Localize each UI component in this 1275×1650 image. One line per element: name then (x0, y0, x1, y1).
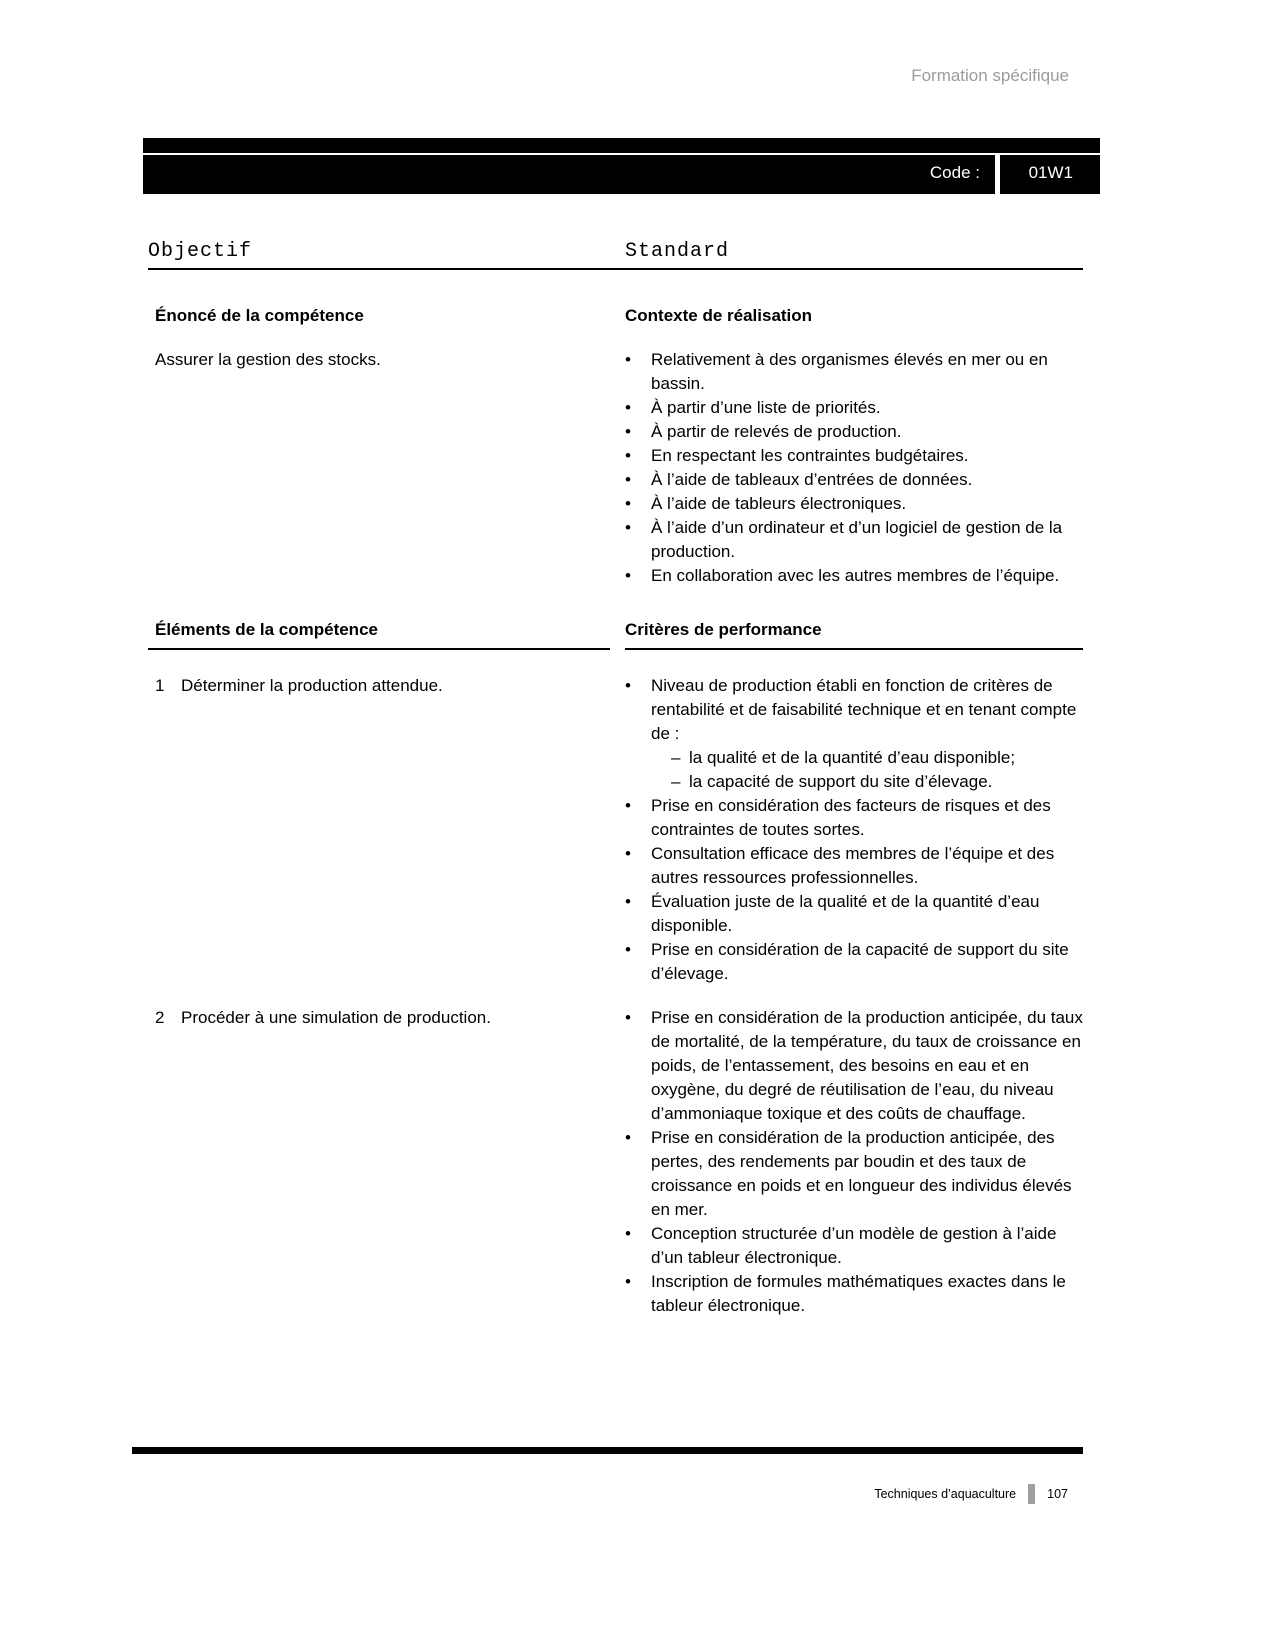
list-item-text: À l’aide de tableurs électroniques. (651, 494, 907, 513)
bullet-icon: • (625, 470, 631, 489)
list-item-text: En respectant les contraintes budgétaires. (651, 446, 969, 465)
competence-row (148, 304, 1083, 588)
code-value: 01W1 (1028, 163, 1073, 182)
criterion-text: Niveau de production établi en fonction de critères de rentabilité et de faisabilité technique et en tenant compte de : (651, 676, 1077, 743)
enonce-cell (148, 304, 610, 588)
list-item (625, 674, 1083, 794)
list-item-text: À l’aide d’un ordinateur et d’un logiciel de gestion de la production. (651, 518, 1063, 561)
element-text: Déterminer la production attendue. (181, 676, 443, 695)
bullet-icon: • (625, 676, 631, 695)
criteres-title: Critères de performance (625, 620, 1083, 650)
column-headers (148, 240, 1083, 263)
list-item (625, 1126, 1083, 1222)
enonce-title: Énoncé de la compétence (155, 306, 364, 325)
list-item (625, 1006, 1083, 1126)
list-item-text: Relativement à des organismes élevés en mer ou en bassin. (651, 350, 1048, 393)
list-item (625, 564, 1083, 588)
sub-list-item (651, 746, 1083, 770)
list-item-text: En collaboration avec les autres membres de l’équipe. (651, 566, 1060, 585)
list-item (625, 492, 1083, 516)
section-header-label: Formation spécifique (911, 66, 1069, 85)
bullet-icon: • (625, 892, 631, 911)
bullet-icon: • (625, 1272, 631, 1291)
list-item-text: Consultation efficace des membres de l’équipe et des autres ressources professionnelles. (651, 844, 1055, 887)
criteria-cell (625, 674, 1083, 986)
criteria-cell (625, 1006, 1083, 1318)
list-item-text: Conception structurée d’un modèle de gestion à l’aide d’un tableur électronique. (651, 1224, 1057, 1267)
list-item (625, 1270, 1083, 1318)
bullet-icon: • (625, 398, 631, 417)
element-number: 2 (155, 1008, 165, 1027)
list-item-text: Prise en considération de la production anticipée, du taux de mortalité, de la température, du taux de croissance en poids, de l’entassement, des besoins en eau et en oxygène, du degré de réutilisation de l’eau, du niveau d’ammoniaque toxique et des coûts de chauffage. (651, 1008, 1083, 1123)
list-item-text: Prise en considération des facteurs de risques et des contraintes de toutes sortes. (651, 796, 1051, 839)
list-item (625, 420, 1083, 444)
code-bar-divider (143, 153, 1100, 155)
list-item (625, 842, 1083, 890)
element-row (148, 674, 1083, 986)
list-item (625, 468, 1083, 492)
list-item (625, 396, 1083, 420)
sub-list-item (651, 770, 1083, 794)
dash-icon: – (671, 748, 681, 767)
footer (874, 1484, 1068, 1504)
bullet-icon: • (625, 494, 631, 513)
elements-title: Éléments de la compétence (148, 620, 610, 650)
contexte-title: Contexte de réalisation (625, 306, 813, 325)
dash-icon: – (671, 772, 681, 791)
header-rule (148, 268, 1083, 270)
list-item (625, 890, 1083, 938)
list-item (625, 444, 1083, 468)
bullet-icon: • (625, 518, 631, 537)
list-item-text (651, 674, 1083, 794)
enonce-text: Assurer la gestion des stocks. (155, 350, 381, 369)
list-item-text: Prise en considération de la production anticipée, des pertes, des rendements par boudin et des taux de croissance en poids et en longueur des individus élevés en mer. (651, 1128, 1072, 1219)
list-item-text: À partir d’une liste de priorités. (651, 398, 881, 417)
footer-divider (1028, 1484, 1035, 1504)
bullet-icon: • (625, 446, 631, 465)
element-item (155, 1006, 610, 1030)
objectif-heading: Objectif (148, 240, 253, 263)
list-item (625, 938, 1083, 986)
list-item (625, 348, 1083, 396)
standard-heading: Standard (625, 240, 730, 263)
list-item-text: Prise en considération de la capacité de support du site d’élevage. (651, 940, 1069, 983)
bullet-icon: • (625, 350, 631, 369)
sub-item-text: la qualité et de la quantité d’eau disponible; (689, 748, 1016, 767)
bullet-icon: • (625, 1008, 631, 1027)
bullet-icon: • (625, 796, 631, 815)
element-cell (148, 1006, 610, 1318)
code-bar (143, 138, 1100, 194)
list-item-text: Inscription de formules mathématiques exactes dans le tableur électronique. (651, 1272, 1066, 1315)
bullet-icon: • (625, 1224, 631, 1243)
list-item-text: À l’aide de tableaux d’entrées de données. (651, 470, 973, 489)
footer-page-number: 107 (1047, 1487, 1068, 1501)
element-row (148, 1006, 1083, 1318)
list-item (625, 1222, 1083, 1270)
list-item (625, 516, 1083, 564)
list-item (625, 794, 1083, 842)
bullet-icon: • (625, 1128, 631, 1147)
elements-header-row (148, 620, 1083, 650)
bullet-icon: • (625, 422, 631, 441)
list-item-text: Évaluation juste de la qualité et de la quantité d’eau disponible. (651, 892, 1040, 935)
sub-item-text: la capacité de support du site d’élevage. (689, 772, 993, 791)
list-item-text: À partir de relevés de production. (651, 422, 902, 441)
element-number: 1 (155, 676, 165, 695)
bullet-icon: • (625, 566, 631, 585)
code-box-divider (995, 155, 1000, 194)
element-text: Procéder à une simulation de production. (181, 1008, 491, 1027)
bullet-icon: • (625, 940, 631, 959)
element-cell (148, 674, 610, 986)
bullet-icon: • (625, 844, 631, 863)
contexte-list (625, 348, 1083, 588)
contexte-cell (625, 304, 1083, 588)
footer-program-name: Techniques d’aquaculture (874, 1487, 1017, 1501)
footer-rule (132, 1447, 1083, 1454)
code-label: Code : (929, 163, 980, 182)
element-item (155, 674, 610, 698)
